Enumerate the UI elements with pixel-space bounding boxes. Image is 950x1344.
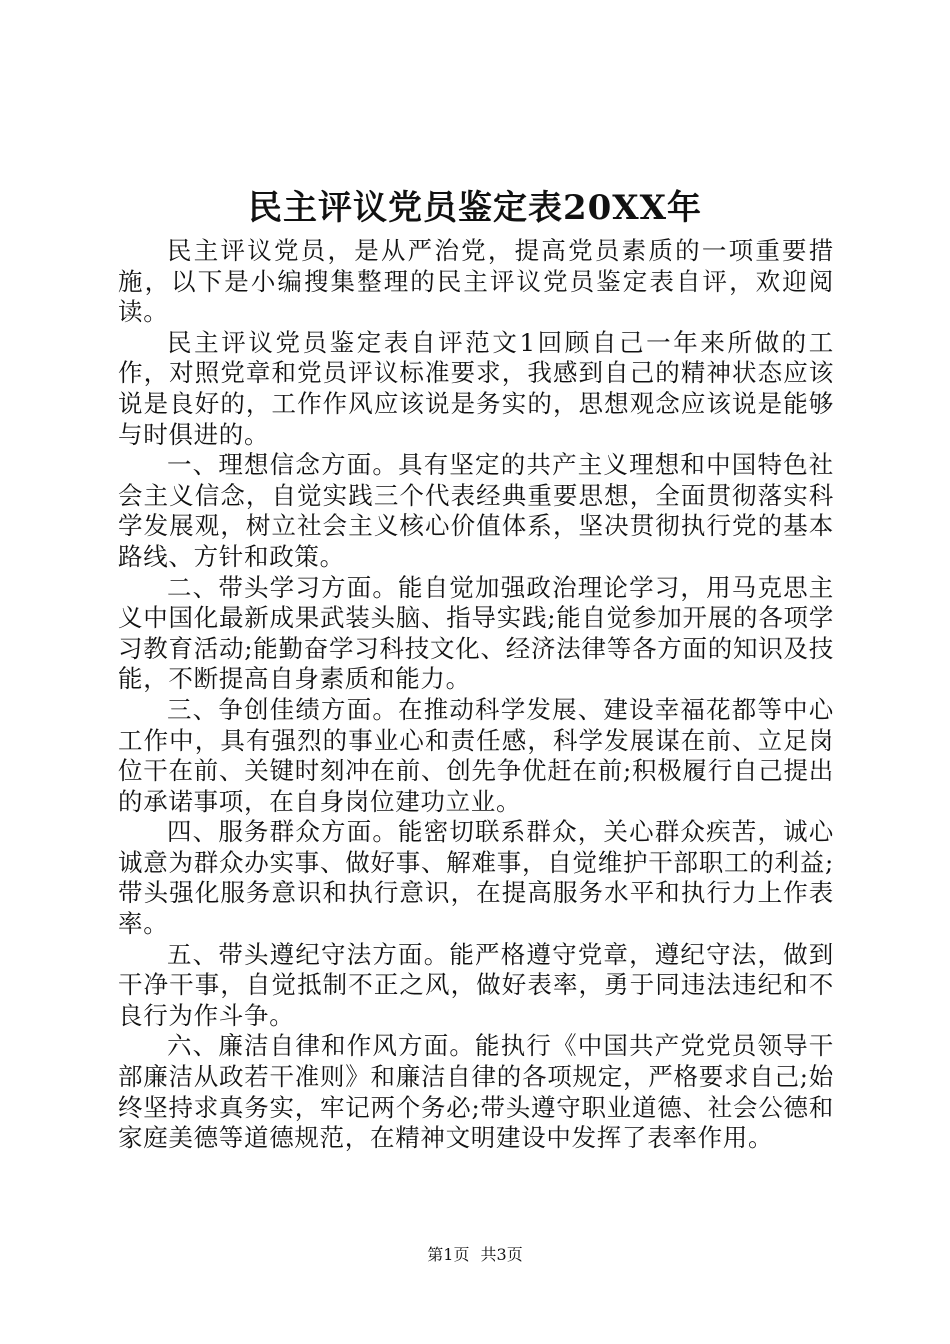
page-total: 共3页 [480, 1245, 523, 1264]
paragraph-intro: 民主评议党员，是从严治党，提高党员素质的一项重要措施，以下是小编搜集整理的民主评议党员鉴定表自评，欢迎阅读。 [118, 236, 834, 327]
page-title: 民主评议党员鉴定表20XX年 [247, 188, 703, 228]
document-body [118, 236, 834, 1154]
paragraph-sample-1: 民主评议党员鉴定表自评范文1回顾自己一年来所做的工作，对照党章和党员评议标准要求，我感到自己的精神状态应该说是良好的，工作作风应该说是务实的，思想观念应该说是能够与时俱进的。 [118, 327, 834, 449]
paragraph-integrity: 六、廉洁自律和作风方面。能执行《中国共产党党员领导干部廉洁从政若干准则》和廉洁自律的各项规定，严格要求自己;始终坚持求真务实，牢记两个务必;带头遵守职业道德、社会公德和家庭美德等道德规范，在精神文明建设中发挥了表率作用。 [118, 1031, 834, 1153]
paragraph-achievements: 三、争创佳绩方面。在推动科学发展、建设幸福花都等中心工作中，具有强烈的事业心和责任感，科学发展谋在前、立足岗位干在前、关键时刻冲在前、创先争优赶在前;积极履行自己提出的承诺事项，在自身岗位建功立业。 [118, 694, 834, 816]
paragraph-ideals: 一、理想信念方面。具有坚定的共产主义理想和中国特色社会主义信念，自觉实践三个代表经典重要思想，全面贯彻落实科学发展观，树立社会主义核心价值体系，坚决贯彻执行党的基本路线、方针和政策。 [118, 450, 834, 571]
paragraph-study: 二、带头学习方面。能自觉加强政治理论学习，用马克思主义中国化最新成果武装头脑、指导实践;能自觉参加开展的各项学习教育活动;能勤奋学习科技文化、经济法律等各方面的知识及技能，不断提高自身素质和能力。 [118, 572, 834, 694]
page-number: 第1页 [427, 1245, 470, 1264]
page-footer [0, 1244, 950, 1266]
paragraph-law: 五、带头遵纪守法方面。能严格遵守党章，遵纪守法，做到干净干事，自觉抵制不正之风，做好表率，勇于同违法违纪和不良行为作斗争。 [118, 939, 834, 1030]
paragraph-service: 四、服务群众方面。能密切联系群众，关心群众疾苦，诚心诚意为群众办实事、做好事、解难事，自觉维护干部职工的利益;带头强化服务意识和执行意识，在提高服务水平和执行力上作表率。 [118, 817, 834, 939]
